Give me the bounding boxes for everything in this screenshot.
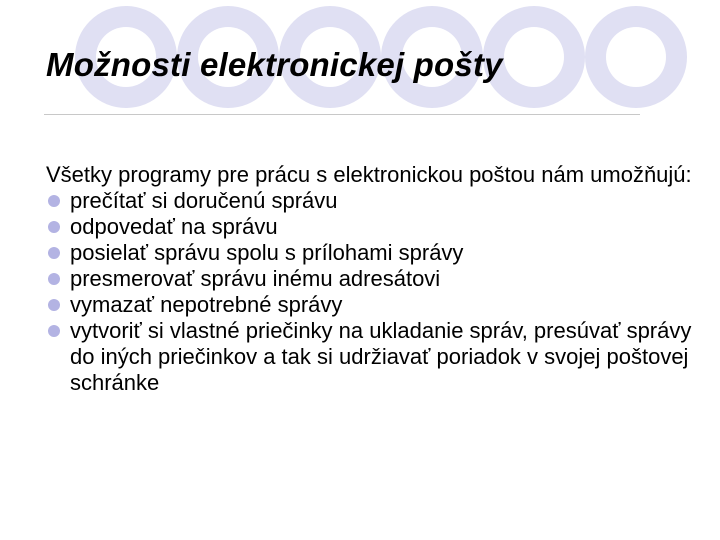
intro-text: Všetky programy pre prácu s elektronickou poštou nám umožňujú: — [46, 162, 692, 187]
list-item-text: odpovedať na správu — [70, 214, 278, 239]
list-item — [46, 240, 696, 266]
list-item — [46, 292, 696, 318]
list-item-text: vytvoriť si vlastné priečinky na ukladanie správ, presúvať správy do iných priečinkov a tak si udržiavať poriadok v svojej poštovej schránke — [70, 318, 692, 395]
list-item — [46, 318, 696, 396]
slide-title: Možnosti elektronickej pošty — [46, 46, 503, 83]
list-item — [46, 188, 696, 214]
title-divider — [44, 114, 640, 115]
bullet-dot-icon — [48, 325, 60, 337]
slide-content — [46, 162, 696, 396]
list-item — [46, 266, 696, 292]
list-item-text: prečítať si doručenú správu — [70, 188, 338, 213]
list-item — [46, 214, 696, 240]
list-item-text: presmerovať správu inému adresátovi — [70, 266, 441, 291]
bullet-dot-icon — [48, 273, 60, 285]
list-item-text: posielať správu spolu s prílohami správy — [70, 240, 464, 265]
bullet-dot-icon — [48, 195, 60, 207]
bullet-dot-icon — [48, 299, 60, 311]
bullet-dot-icon — [48, 221, 60, 233]
bullet-dot-icon — [48, 247, 60, 259]
list-item-text: vymazať nepotrebné správy — [70, 292, 343, 317]
bullet-list — [46, 188, 696, 396]
